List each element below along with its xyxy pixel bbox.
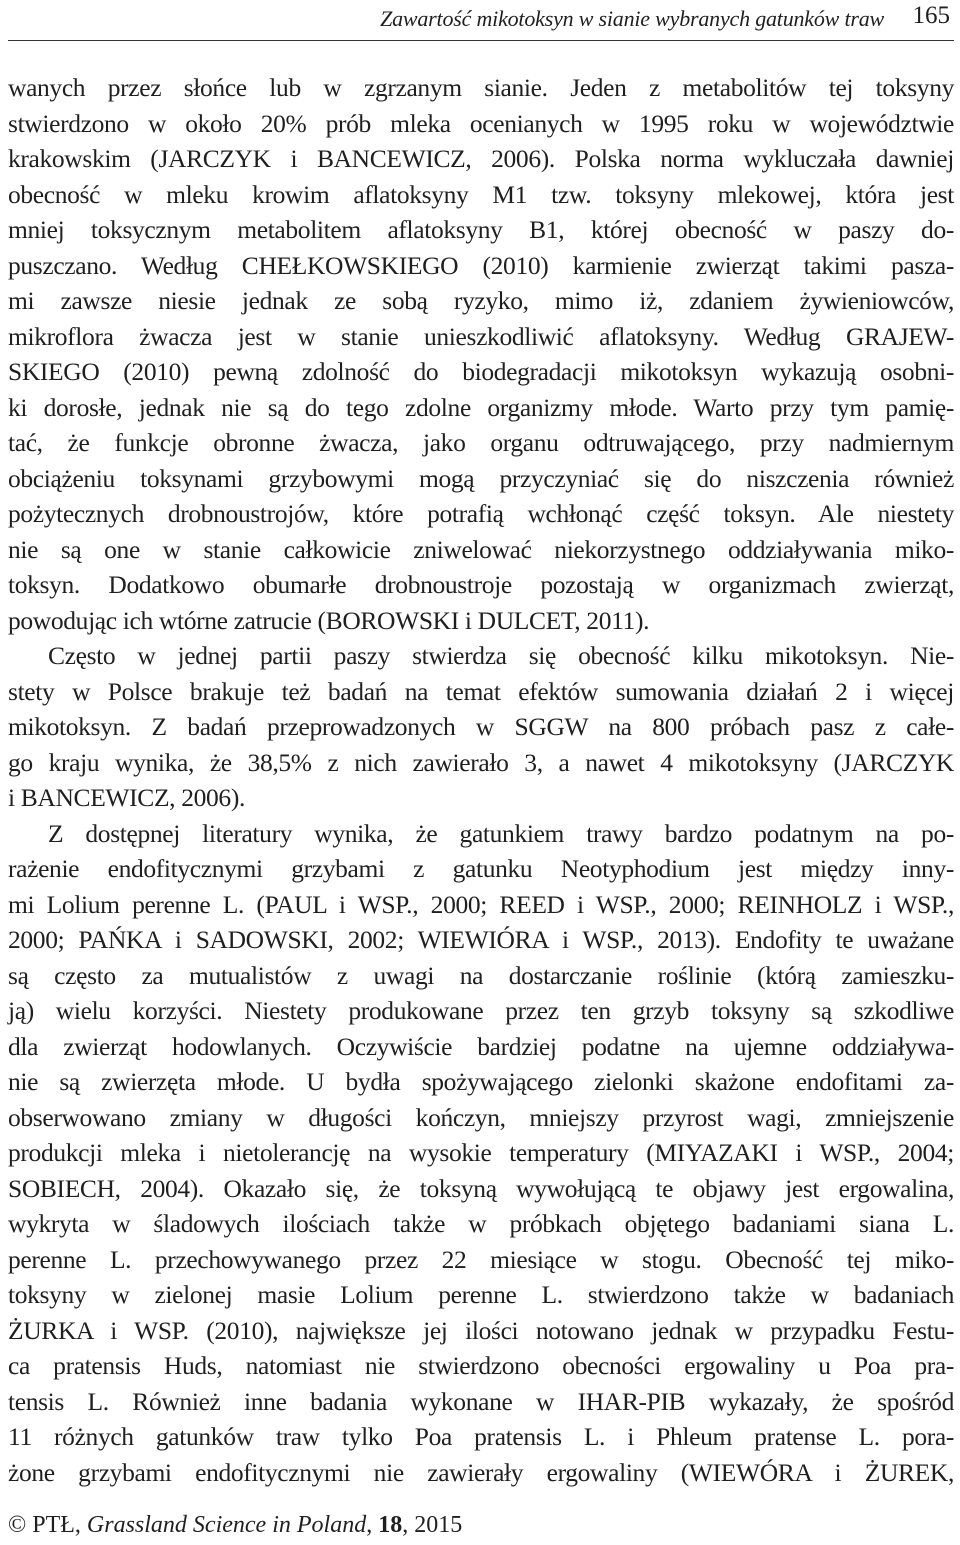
text-line: są często za mutualistów z uwagi na dostarczanie roślinie (którą zamieszku- (8, 960, 954, 990)
text-line: wanych przez słońce lub w zgrzanym sianie. Jeden z metabolitów tej toksyny (8, 73, 954, 102)
text-line: mikroflora żwacza jest w stanie unieszkodliwić aflatoksyny. Według GRAJEW- (8, 321, 954, 351)
page-number: 165 (912, 2, 950, 29)
text-line: tać, że funkcje obronne żwacza, jako organu odtruwającego, przy nadmiernym (8, 428, 954, 457)
text-line: ca pratensis Huds, natomiast nie stwierdzono obecności ergowaliny u Poa pra- (8, 1351, 954, 1380)
text-line: nie są one w stanie całkowicie zniwelować niekorzystnego oddziaływania miko- (8, 534, 954, 564)
text-line: perenne L. przechowywanego przez 22 miesiące w stogu. Obecność tej miko- (8, 1244, 954, 1274)
text-line: SOBIECH, 2004). Okazało się, że toksyną wywołującą te objawy jest ergowalina, (8, 1173, 954, 1203)
journal-title: Grassland Science in Poland (86, 1512, 367, 1538)
text-line: pożytecznych drobnoustrojów, które potrafią wchłonąć część toksyn. Ale niestety (8, 499, 954, 528)
text-line: puszczano. Według CHEŁKOWSKIEGO (2010) karmienie zwierząt takimi pasza- (8, 250, 954, 280)
text-line: stety w Polsce brakuje też badań na temat efektów sumowania działań 2 i więcej (8, 676, 954, 706)
text-line: powodując ich wtórne zatrucie (BOROWSKI i DULCET, 2011). (8, 605, 650, 635)
text-line: wykryta w śladowych ilościach także w próbkach objętego badaniami siana L. (8, 1209, 954, 1238)
text-line: mi zawsze niesie jednak ze sobą ryzyko, mimo iż, zdaniem żywieniowców, (8, 286, 954, 315)
journal-year: , 2015 (402, 1512, 463, 1538)
text-line: nie są zwierzęta młode. U bydła spożywającego zielonki skażone endofitami za- (8, 1067, 954, 1096)
text-line: 11 różnych gatunków traw tylko Poa pratensis L. i Phleum pratense L. pora- (8, 1422, 954, 1451)
text-line: SKIEGO (2010) pewną zdolność do biodegradacji mikotoksyn wykazują osobni- (8, 357, 954, 386)
running-title: Zawartość mikotoksyn w sianie wybranych gatunków traw (380, 6, 884, 31)
text-line: ją) wielu korzyści. Niestety produkowane przez ten grzyb toksyny są szkodliwe (8, 996, 954, 1025)
copyright-text: © PTŁ, (8, 1512, 81, 1538)
text-line: ŻURKA i WSP. (2010), największe jej ilości notowano jednak w przypadku Festu- (8, 1315, 954, 1345)
journal-volume: 18 (378, 1512, 403, 1538)
text-line: Często w jednej partii paszy stwierdza się obecność kilku mikotoksyn. Nie- (48, 641, 954, 670)
text-line: mi Lolium perenne L. (PAUL i WSP., 2000; REED i WSP., 2000; REINHOLZ i WSP., (8, 889, 954, 919)
text-line: mikotoksyn. Z badań przeprowadzonych w SGGW na 800 próbach pasz z całe- (8, 712, 954, 741)
text-line: go kraju wynika, że 38,5% z nich zawierało 3, a nawet 4 mikotoksyny (JARCZYK (8, 747, 954, 777)
body-text (8, 70, 954, 1490)
text-line: stwierdzono w około 20% prób mleka ocenianych w 1995 roku w województwie (8, 108, 954, 138)
text-line: ki dorosłe, jednak nie są do tego zdolne organizmy młode. Warto przy tym pamię- (8, 392, 954, 422)
text-line: 2000; PAŃKA i SADOWSKI, 2002; WIEWIÓRA i WSP., 2013). Endofity te uważane (8, 925, 954, 954)
page-footer: © PTŁ, Grassland Science in Poland, 18, 2015 (8, 1512, 463, 1538)
text-line: tensis L. Również inne badania wykonane w IHAR-PIB wykazały, że spośród (8, 1386, 954, 1416)
text-line: rażenie endofitycznymi grzybami z gatunku Neotyphodium jest między inny- (8, 854, 954, 883)
text-line: produkcji mleka i nietolerancję na wysokie temperatury (MIYAZAKI i WSP., 2004; (8, 1138, 954, 1167)
text-line: obciążeniu toksynami grzybowymi mogą przyczyniać się do niszczenia również (8, 463, 954, 493)
text-line: mniej toksycznym metabolitem aflatoksyny B1, której obecność w paszy do- (8, 215, 954, 244)
text-line: Z dostępnej literatury wynika, że gatunkiem trawy bardzo podatnym na po- (48, 818, 954, 848)
text-line: i BANCEWICZ, 2006). (8, 783, 245, 812)
text-line: toksyn. Dodatkowo obumarłe drobnoustroje pozostają w organizmach zwierząt, (8, 570, 954, 599)
page-header (8, 0, 954, 41)
text-line: krakowskim (JARCZYK i BANCEWICZ, 2006). Polska norma wykluczała dawniej (8, 144, 954, 173)
text-line: obserwowano zmiany w długości kończyn, mniejszy przyrost wagi, zmniejszenie (8, 1102, 954, 1132)
text-line: toksyny w zielonej masie Lolium perenne L. stwierdzono także w badaniach (8, 1280, 954, 1309)
text-line: żone grzybami endofitycznymi nie zawierały ergowaliny (WIEWÓRA i ŻUREK, (8, 1457, 954, 1487)
text-line: dla zwierząt hodowlanych. Oczywiście bardziej podatne na ujemne oddziaływa- (8, 1031, 954, 1061)
text-line: obecność w mleku krowim aflatoksyny M1 tzw. toksyny mlekowej, która jest (8, 179, 954, 209)
